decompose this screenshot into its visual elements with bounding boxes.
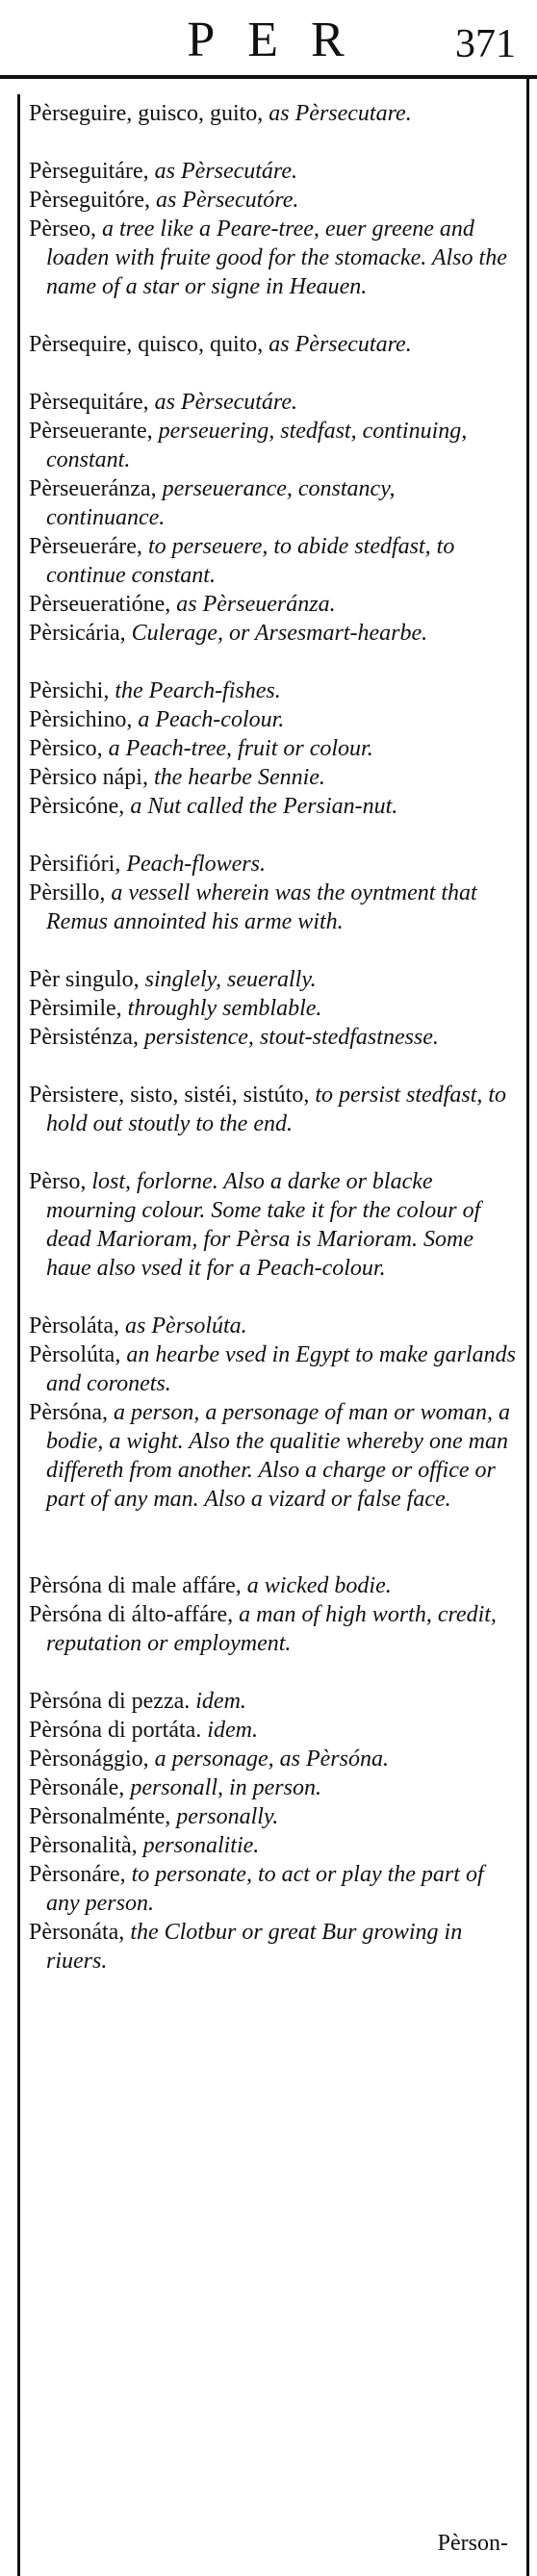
definition: the hearbe Sennie.	[153, 765, 325, 790]
headword: Pèrseueráre,	[29, 534, 142, 559]
dictionary-entry	[29, 1398, 518, 1514]
headword: Pèrseguire, guisco, guito,	[29, 101, 264, 126]
definition: as Pèrsecutáre.	[154, 390, 298, 415]
definition: idem.	[195, 1689, 246, 1714]
dictionary-entry	[29, 590, 518, 619]
dictionary-entry	[29, 1773, 518, 1802]
definition: to personate, to act or play the part of any person.	[46, 1862, 484, 1916]
headword: Pèrsóna di portáta.	[29, 1718, 202, 1743]
dictionary-entry	[29, 994, 518, 1023]
definition: perseuering, stedfast, continuing, constant.	[46, 419, 468, 472]
headword: Pèrseueránza,	[29, 476, 157, 501]
definition: the Clotbur or great Bur growing in riuers.	[46, 1920, 463, 1974]
definition: the Pearch-fishes.	[115, 678, 281, 703]
dictionary-entry	[29, 99, 518, 128]
running-head: PER	[187, 13, 377, 67]
dictionary-entry	[29, 879, 518, 936]
headword: Pèrsonáre,	[29, 1862, 126, 1887]
headword: Pèrsicóne,	[29, 794, 125, 819]
headword: Pèrsóna di álto-affáre,	[29, 1602, 234, 1627]
definition: Peach-flowers.	[126, 852, 266, 877]
dictionary-entry	[29, 215, 518, 301]
headword: Pèrsolúta,	[29, 1342, 121, 1367]
headword: Pèrseguitáre,	[29, 159, 149, 184]
definition: a man of high worth, credit, reputation or employment.	[46, 1602, 497, 1656]
definition: as Pèrsecutare.	[268, 332, 412, 357]
dictionary-entry	[29, 850, 518, 879]
dictionary-entry	[29, 474, 518, 532]
dictionary-entry	[29, 388, 518, 417]
headword: Pèrsico nápi,	[29, 765, 148, 790]
dictionary-entry	[29, 1571, 518, 1600]
dictionary-entry	[29, 1167, 518, 1283]
dictionary-entry	[29, 157, 518, 186]
headword: Pèrsóna,	[29, 1400, 108, 1425]
headword: Pèrsonalità,	[29, 1833, 138, 1858]
definition: a Peach-colour.	[138, 707, 285, 732]
headword: Pèrsifióri,	[29, 852, 121, 877]
catchword: Pèrson-	[437, 2531, 508, 2556]
definition: persistence, stout-stedfastnesse.	[143, 1025, 439, 1050]
left-rule	[17, 94, 20, 2576]
headword: Pèrsequitáre,	[29, 390, 149, 415]
headword: Pèrsico,	[29, 736, 103, 761]
dictionary-entry	[29, 186, 518, 215]
headword: Pèrsóna di male affáre,	[29, 1573, 242, 1598]
definition: a Nut called the Persian-nut.	[130, 794, 398, 819]
dictionary-entry	[29, 763, 518, 792]
headword: Pèr singulo,	[29, 967, 140, 992]
definition: Culerage, or Arsesmart-hearbe.	[131, 621, 428, 646]
definition: as Pèrsecutare.	[268, 101, 412, 126]
dictionary-entry	[29, 1716, 518, 1745]
definition: a Peach-tree, fruit or colour.	[108, 736, 373, 761]
definition: a tree like a Peare-tree, euer greene and loaden with fruite good for the stomacke. Also the name of a star or signe in Heauen.	[46, 217, 507, 299]
headword: Pèrsimile,	[29, 996, 122, 1021]
dictionary-entry	[29, 965, 518, 994]
definition: a personage, as Pèrsóna.	[154, 1747, 389, 1772]
headword: Pèrsichi,	[29, 678, 110, 703]
definition: lost, forlorne. Also a darke or blacke mourning colour. Some take it for the colour of dead Marioram, for Pèrsa is Marioram. Some haue also vsed it for a Peach-colour.	[46, 1169, 481, 1281]
headword: Pèrsicária,	[29, 621, 126, 646]
dictionary-entry	[29, 1312, 518, 1340]
definition: to persist stedfast, to hold out stoutly to the end.	[46, 1083, 507, 1136]
headword: Pèrseo,	[29, 217, 96, 242]
headword: Pèrso,	[29, 1169, 87, 1194]
headword: Pèrsequire, quisco, quito,	[29, 332, 264, 357]
page-number: 371	[455, 22, 516, 66]
dictionary-entry	[29, 676, 518, 705]
dictionary-entry	[29, 1802, 518, 1831]
dictionary-entry	[29, 619, 518, 648]
headword: Pèrseguitóre,	[29, 188, 150, 213]
definition: an hearbe vsed in Egypt to make garlands and coronets.	[46, 1342, 516, 1396]
definition: throughly semblable.	[127, 996, 322, 1021]
definition: a person, a personage of man or woman, a bodie, a wight. Also the qualitie whereby one man differeth from another. Also a charge or office or part of any man. Also a vizard or false face.	[46, 1400, 510, 1512]
page-header	[0, 6, 537, 73]
headword: Pèrsonággio,	[29, 1747, 149, 1772]
headword: Pèrsonáta,	[29, 1920, 125, 1945]
dictionary-entry	[29, 1918, 518, 1976]
definition: singlely, seuerally.	[144, 967, 317, 992]
headword: Pèrsisténza,	[29, 1025, 139, 1050]
header-rule	[0, 75, 537, 79]
definition: a vessell wherein was the oyntment that Remus annointed his arme with.	[46, 880, 477, 934]
definition: personally.	[176, 1804, 279, 1829]
dictionary-entry	[29, 330, 518, 359]
definition: idem.	[207, 1718, 258, 1743]
headword: Pèrsonále,	[29, 1775, 125, 1800]
headword: Pèrsillo,	[29, 880, 106, 905]
headword: Pèrseueratióne,	[29, 592, 171, 617]
dictionary-entry	[29, 1081, 518, 1138]
headword: Pèrsistere, sisto, sistéi, sistúto,	[29, 1083, 310, 1108]
definition: personall, in person.	[130, 1775, 321, 1800]
headword: Pèrseuerante,	[29, 419, 153, 444]
headword: Pèrsóna di pezza.	[29, 1689, 191, 1714]
dictionary-entry	[29, 1600, 518, 1658]
headword: Pèrsonalménte,	[29, 1804, 171, 1829]
dictionary-entry	[29, 1023, 518, 1052]
definition: as Pèrseueránza.	[176, 592, 336, 617]
right-rule	[526, 79, 529, 2576]
headword: Pèrsoláta,	[29, 1314, 119, 1339]
definition: perseuerance, constancy, continuance.	[46, 476, 396, 530]
definition: as Pèrsecutóre.	[155, 188, 299, 213]
definition: personalitie.	[142, 1833, 260, 1858]
headword: Pèrsichino,	[29, 707, 133, 732]
dictionary-entry	[29, 417, 518, 474]
dictionary-entry	[29, 1687, 518, 1716]
dictionary-entry	[29, 1831, 518, 1860]
dictionary-entry	[29, 1860, 518, 1918]
definition: as Pèrsolúta.	[124, 1314, 247, 1339]
dictionary-entry	[29, 734, 518, 763]
definition: as Pèrsecutáre.	[154, 159, 298, 184]
dictionary-entry	[29, 792, 518, 821]
definition: to perseuere, to abide stedfast, to continue constant.	[46, 534, 455, 588]
dictionary-entry	[29, 532, 518, 590]
dictionary-entry	[29, 705, 518, 734]
dictionary-entry	[29, 1745, 518, 1773]
dictionary-entry	[29, 1340, 518, 1398]
definition: a wicked bodie.	[246, 1573, 392, 1598]
